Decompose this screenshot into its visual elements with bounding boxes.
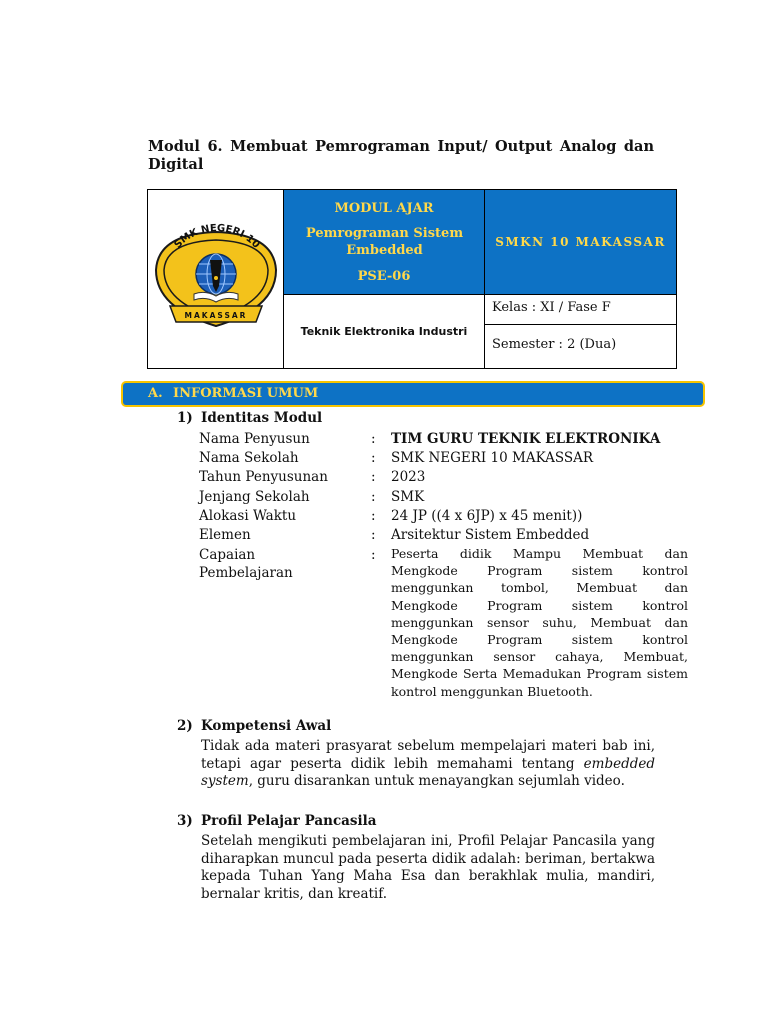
row-colon: : — [371, 450, 376, 466]
kelas-cell — [485, 294, 676, 325]
school-logo-cell — [148, 190, 284, 368]
row-label-nama-sekolah: Nama Sekolah — [199, 450, 299, 466]
row-value-alokasi-waktu: 24 JP ((4 x 6JP) x 45 menit)) — [391, 508, 583, 524]
section-a-letter: A. — [148, 386, 163, 401]
jurusan-label: Teknik Elektronika Industri — [300, 325, 468, 338]
row-label-capaian-2: Pembelajaran — [199, 565, 293, 581]
row-label-capaian-1: Capaian — [199, 547, 256, 563]
school-name: SMKN 10 MAKASSAR — [495, 235, 666, 249]
identitas-number: 1) — [177, 410, 193, 426]
row-colon: : — [371, 527, 376, 543]
semester-cell — [485, 325, 676, 368]
row-colon: : — [371, 508, 376, 524]
subject-label: Pemrograman Sistem Embedded — [305, 226, 464, 258]
row-value-elemen: Arsitektur Sistem Embedded — [391, 527, 590, 543]
kompetensi-number: 2) — [177, 718, 193, 734]
module-header-table — [147, 189, 677, 369]
logo-bottom-text: MAKASSAR — [184, 311, 248, 320]
profil-number: 3) — [177, 813, 193, 829]
kompetensi-paragraph — [201, 738, 655, 791]
section-a-bar — [123, 383, 703, 405]
row-colon: : — [371, 431, 376, 447]
kompetensi-title: Kompetensi Awal — [201, 718, 332, 734]
row-label-elemen: Elemen — [199, 527, 251, 543]
module-code: PSE-06 — [357, 269, 411, 284]
module-title-cell — [284, 190, 485, 294]
row-value-nama-sekolah: SMK NEGERI 10 MAKASSAR — [391, 450, 594, 466]
row-value-jenjang-sekolah: SMK — [391, 489, 425, 505]
kelas-label: Kelas : XI / Fase F — [492, 300, 611, 315]
row-label-tahun-penyusunan: Tahun Penyusunan — [199, 469, 328, 485]
section-a-title: INFORMASI UMUM — [173, 386, 319, 401]
document-title: Modul 6. Membuat Pemrograman Input/ Output Analog dan Digital — [148, 138, 654, 173]
kompetensi-text-2: , guru disarankan untuk menayangkan sejumlah video. — [248, 773, 625, 789]
row-colon: : — [371, 489, 376, 505]
jurusan-cell — [284, 294, 485, 368]
row-colon: : — [371, 547, 376, 563]
kompetensi-text-italic: embedded system — [201, 755, 655, 789]
school-name-cell — [485, 190, 676, 294]
logo-top-text: SMK NEGERI 10 — [172, 222, 262, 251]
semester-label: Semester : 2 (Dua) — [492, 337, 617, 352]
row-colon: : — [371, 469, 376, 485]
row-value-nama-penyusun: TIM GURU TEKNIK ELEKTRONIKA — [391, 431, 661, 447]
row-label-nama-penyusun: Nama Penyusun — [199, 431, 310, 447]
school-logo — [148, 190, 284, 368]
profil-paragraph: Setelah mengikuti pembelajaran ini, Profil Pelajar Pancasila yang diharapkan muncul pada peserta didik adalah: beriman, bertakwa kepada Tuhan Yang Maha Esa dan berakhlak mulia, mandiri, bernalar kritis, dan kreatif. — [201, 833, 655, 902]
kompetensi-text-1: Tidak ada materi prasyarat sebelum mempelajari materi bab ini, tetapi agar peserta didik lebih memahami tentang — [201, 738, 655, 772]
profil-title: Profil Pelajar Pancasila — [201, 813, 377, 829]
row-label-jenjang-sekolah: Jenjang Sekolah — [199, 489, 310, 505]
modul-ajar-label: MODUL AJAR — [334, 201, 434, 216]
capaian-pembelajaran-text: Peserta didik Mampu Membuat dan Mengkode Program sistem kontrol menggunkan tombol, Membuat dan Mengkode Program sistem kontrol menggunkan sensor suhu, Membuat dan Mengkode Program sistem kontrol menggunkan sensor cahaya, Membuat, Mengkode Serta Memadukan Program sistem kontrol menggunkan Bluetooth. — [391, 546, 688, 699]
row-label-alokasi-waktu: Alokasi Waktu — [199, 508, 297, 524]
row-value-tahun-penyusunan: 2023 — [391, 469, 426, 485]
identitas-title: Identitas Modul — [201, 410, 323, 426]
